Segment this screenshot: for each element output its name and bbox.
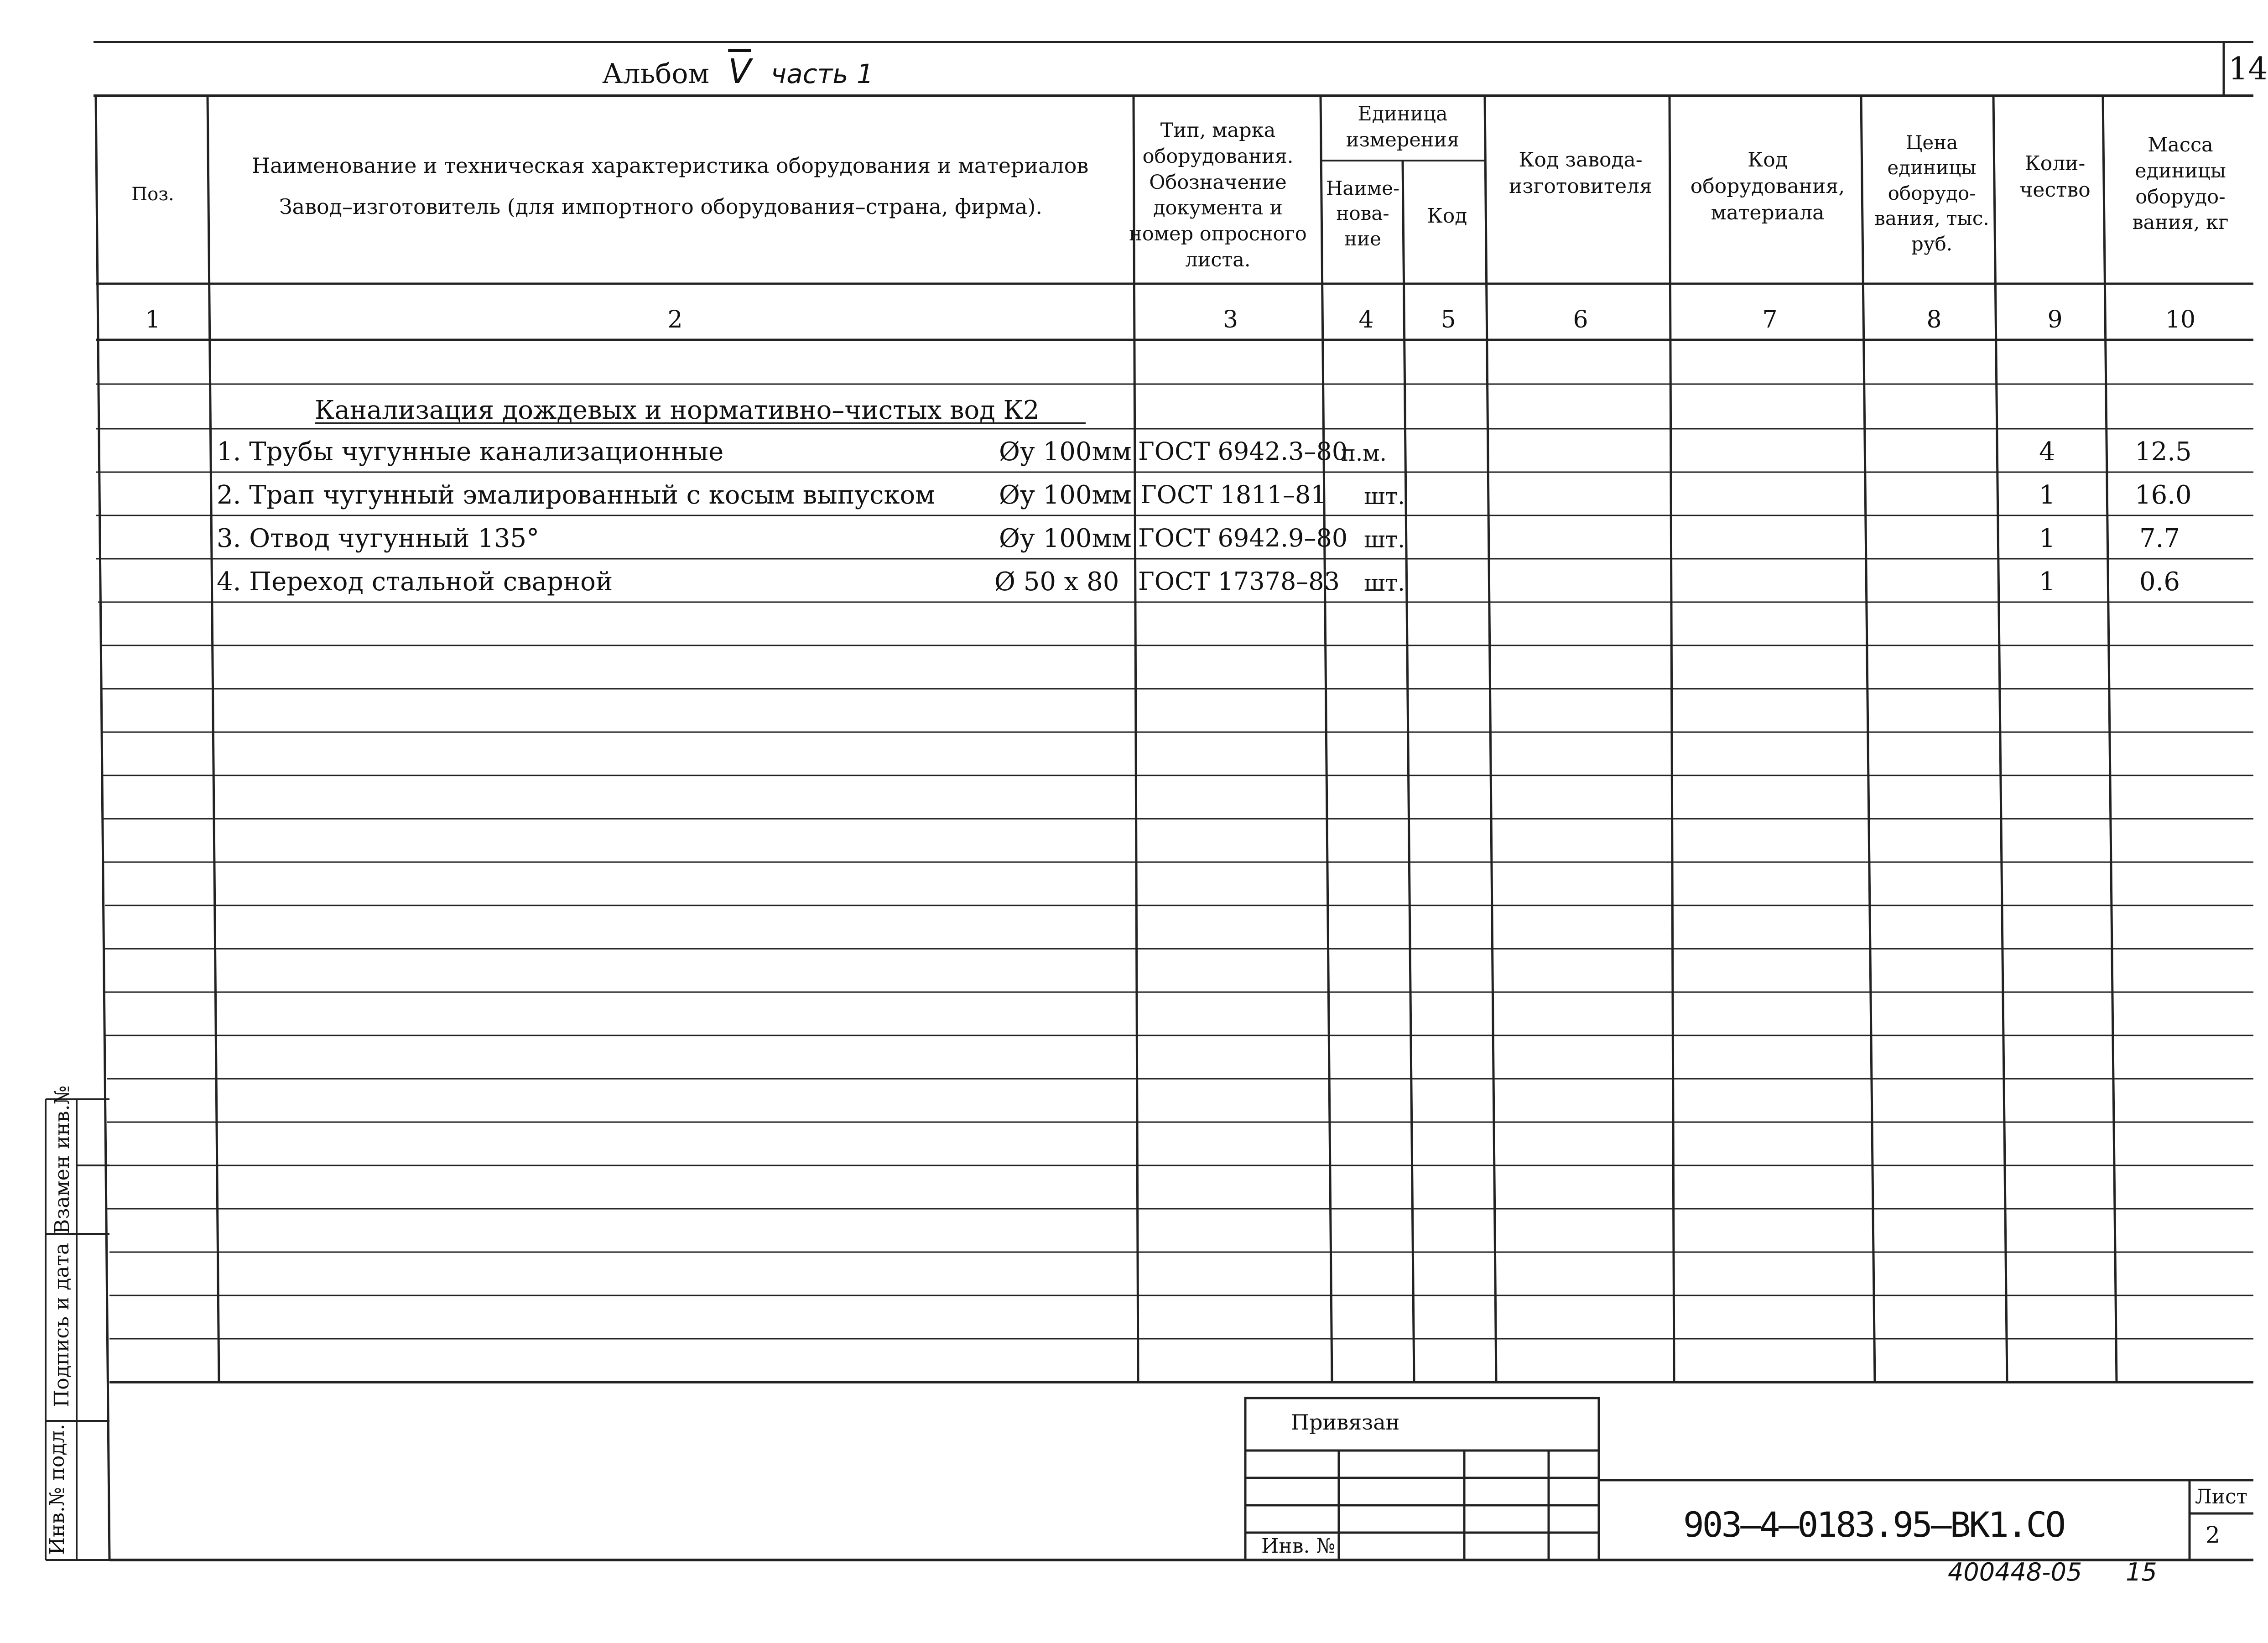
sheet-number: 2 bbox=[2206, 1522, 2220, 1548]
sheet-label: Лист bbox=[2195, 1485, 2248, 1508]
row-size: Ø 50 х 80 bbox=[994, 567, 1119, 597]
row-name: 2. Трап чугунный эмалированный с косым выпуском bbox=[217, 480, 935, 510]
album-roman: $\overline{V}$ bbox=[728, 52, 751, 91]
stamp-inv-no: Инв. № bbox=[1261, 1534, 1336, 1558]
column-number-9: 9 bbox=[2047, 306, 2063, 333]
column-number-3: 3 bbox=[1222, 306, 1238, 333]
column-number-5: 5 bbox=[1441, 306, 1456, 333]
row-mass: 12.5 bbox=[2135, 437, 2192, 467]
header-unit-group: Единица измерения bbox=[1346, 103, 1460, 151]
column-number-2: 2 bbox=[667, 306, 683, 333]
row-mass: 16.0 bbox=[2135, 480, 2192, 510]
row-mass: 0.6 bbox=[2139, 567, 2180, 597]
header-col4: Наиме-нова-ние bbox=[1326, 177, 1400, 250]
row-doc: ГОСТ 17378–83 bbox=[1138, 567, 1340, 596]
row-name: 1. Трубы чугунные канализационные bbox=[217, 437, 724, 467]
row-qty: 1 bbox=[2039, 524, 2055, 553]
row-unit: шт. bbox=[1364, 483, 1405, 510]
row-mass: 7.7 bbox=[2139, 524, 2180, 553]
header-col1: Поз. bbox=[131, 184, 174, 205]
column-number-4: 4 bbox=[1358, 306, 1374, 333]
document-designation: 903–4–0183.95–ВК1.СО bbox=[1683, 1504, 2065, 1545]
header-col10: Масса единицы оборудо-вания, кг bbox=[2132, 134, 2229, 234]
row-doc: ГОСТ 1811–81 bbox=[1140, 480, 1326, 509]
row-unit: шт. bbox=[1364, 570, 1405, 596]
album-title bbox=[602, 52, 874, 91]
margin-podpis: Подпись и дата bbox=[50, 1243, 73, 1408]
row-qty: 1 bbox=[2039, 480, 2055, 510]
row-size: Øу 100мм bbox=[999, 437, 1132, 467]
margin-vzamen: Взамен инв.№ bbox=[51, 1085, 74, 1234]
header-col3: Тип, марка оборудования. Обозначение документа и номер опросного листа. bbox=[1129, 119, 1307, 271]
handwritten-page: 15 bbox=[2126, 1558, 2157, 1586]
row-qty: 1 bbox=[2039, 567, 2055, 597]
column-number-1: 1 bbox=[145, 306, 161, 333]
section-title: Канализация дождевых и нормативно–чистых вод К2 bbox=[315, 395, 1040, 425]
header-col8: Цена единицы оборудо-вания, тыс. руб. bbox=[1874, 131, 1989, 255]
row-name: 3. Отвод чугунный 135° bbox=[217, 524, 540, 553]
column-number-7: 7 bbox=[1762, 306, 1778, 333]
row-size: Øу 100мм bbox=[999, 524, 1132, 553]
row-unit: п.м. bbox=[1341, 441, 1387, 466]
album-label: Альбом bbox=[602, 58, 710, 90]
page-corner-number: 14 bbox=[2228, 51, 2268, 87]
row-qty: 4 bbox=[2039, 437, 2055, 467]
header-col5: Код bbox=[1427, 204, 1467, 228]
header-col9: Коли-чество bbox=[2019, 152, 2091, 202]
header-col7: Код оборудования, материала bbox=[1690, 148, 1845, 225]
header-col2-line1: Наименование и техническая характеристика оборудования и материалов bbox=[252, 153, 1089, 178]
row-unit: шт. bbox=[1364, 526, 1405, 553]
album-part: часть 1 bbox=[770, 58, 874, 89]
header-col2-line2: Завод–изготовитель (для импортного оборудования–страна, фирма). bbox=[279, 194, 1042, 219]
row-size: Øу 100мм bbox=[999, 480, 1132, 510]
column-number-8: 8 bbox=[1926, 306, 1942, 333]
row-doc: ГОСТ 6942.3–80 bbox=[1138, 437, 1348, 466]
row-doc: ГОСТ 6942.9–80 bbox=[1138, 524, 1348, 552]
stamp-privyazan: Привязан bbox=[1291, 1410, 1400, 1435]
header-col6: Код завода-изготовителя bbox=[1509, 148, 1652, 198]
handwritten-code: 400448-05 bbox=[1948, 1558, 2082, 1586]
margin-inv-podl: Инв.№ подл. bbox=[46, 1424, 69, 1555]
column-number-10: 10 bbox=[2165, 306, 2196, 333]
row-name: 4. Переход стальной сварной bbox=[217, 567, 613, 597]
column-number-6: 6 bbox=[1573, 306, 1588, 333]
